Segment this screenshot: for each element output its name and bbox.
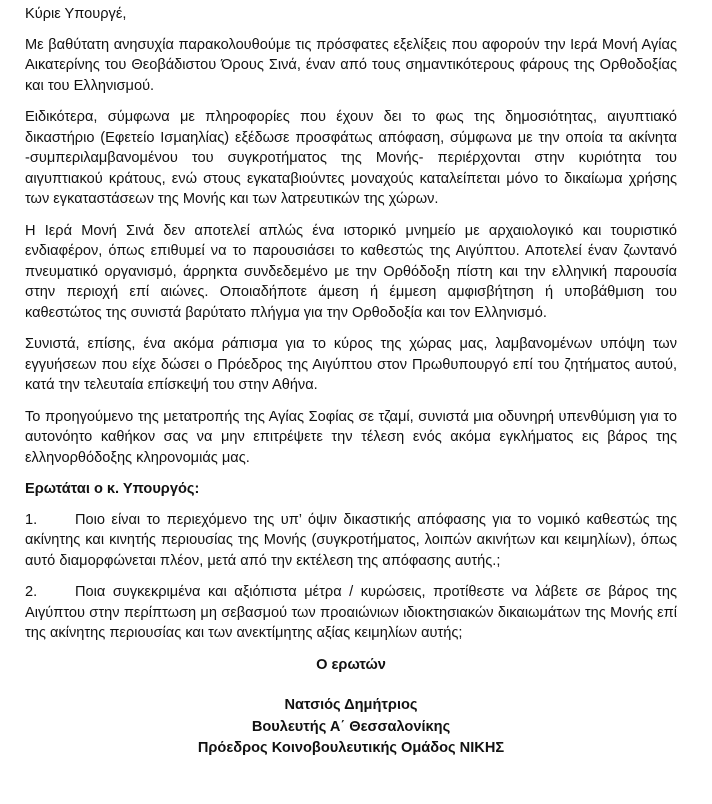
- signature-role: Βουλευτής Α΄ Θεσσαλονίκης: [251, 718, 451, 735]
- paragraph-2: Ειδικότερα, σύμφωνα με πληροφορίες που έχουν δει το φως της δημοσιότητας, αιγυπτιακό δικαστήριο (Εφετείο Ισμαηλίας) εξέδωσε προσφάτως απόφαση, σύμφωνα με την οποία τα ακίνητα -συμπεριλαμβανομένου του συγκροτήματος της Μονής- περιέρχονται στην κυριότητα του αιγυπτιακού κράτους, ενώ στους εγκαταβιούντες μοναχούς καταλείπεται μόνο το δικαίωμα χρήσης των εγκαταστάσεων της Μονής και των λατρευτικών της χώρων.: [25, 109, 677, 207]
- question-text-2: Ποια συγκεκριμένα και αξιόπιστα μέτρα / κυρώσεις, προτίθεστε να λάβετε σε βάρος της Αιγύπτου στην περίπτωση μη σεβασμού των προαιώνιων ιδιοκτησιακών δικαιωμάτων της Μονής επί της ακίνητης περιουσίας και των ανεκτίμητης αξίας κειμηλίων αυτής;: [25, 584, 677, 641]
- question-item-1: [25, 510, 677, 572]
- paragraph-5: Το προηγούμενο της μετατροπής της Αγίας Σοφίας σε τζαμί, συνιστά μια οδυνηρή υπενθύμιση για το αυτονόητο καθήκον σας να μην επιτρέψετε την τέλεση ενός ακόμα εγκλήματος εις βάρος της ελληνορθόδοξης κληρονομιάς μας.: [25, 408, 677, 466]
- question-item-2: [25, 582, 677, 644]
- from-heading: Ο ερωτών: [316, 656, 386, 673]
- greeting: Κύριε Υπουργέ,: [25, 6, 127, 22]
- paragraph-3: Η Ιερά Μονή Σινά δεν αποτελεί απλώς ένα ιστορικό μνημείο με αρχαιολογικό και τουριστικό ενδιαφέρον, όπως επιθυμεί να το παρουσιάσει το καθεστώς της Αιγύπτου. Αποτελεί έναν ζωντανό πνευματικό οργανισμό, άρρηκτα συνδεδεμένο με την Ορθόδοξη πίστη και την ελληνική παρουσία στην περιοχή επί αιώνες. Οποιαδήποτε άμεση ή έμμεση αμφισβήτηση ή υποβάθμιση του καθεστώτος της συνιστά βαρύτατο πλήγμα για την Ορθοδοξία και τον Ελληνισμό.: [25, 222, 677, 321]
- paragraph-1: Με βαθύτατη ανησυχία παρακολουθούμε τις πρόσφατες εξελίξεις που αφορούν την Ιερά Μονή Αγίας Αικατερίνης του Θεοβάδιστου Όρους Σινά, έναν από τους σημαντικότερους φάρους της Ορθοδοξίας και του Ελληνισμού.: [25, 36, 677, 94]
- question-number-2: 2.: [25, 584, 38, 600]
- questions-heading: Ερωτάται ο κ. Υπουργός:: [25, 481, 200, 497]
- question-number-1: 1.: [25, 511, 38, 528]
- paragraph-4: Συνιστά, επίσης, ένα ακόμα ράπισμα για το κύρος της χώρας μας, λαμβανομένων υπόψη των εγγυήσεων που είχε δώσει ο Πρόεδρος της Αιγύπτου στον Πρωθυπουργό επί του ζητήματος αυτού, κατά την τελευταία επίσκεψή του στην Αθήνα.: [25, 336, 677, 393]
- signature-block: [25, 695, 677, 760]
- signature-name: Νατσιός Δημήτριος: [284, 697, 418, 713]
- signature-party: Πρόεδρος Κοινοβουλευτικής Ομάδος ΝΙΚΗΣ: [197, 740, 505, 756]
- question-text-1: Ποιο είναι το περιεχόμενο της υπ’ όψιν δικαστικής απόφασης για το νομικό καθεστώς της ακίνητης και κινητής περιουσίας της Μονής (συγκροτήματος, λοιπών ακινήτων και κειμηλίων), όπως αυτό διαμορφώνεται πλέον, μετά από την εκτέλεση της απόφασης αυτής.;: [25, 511, 677, 569]
- letter-page: [25, 4, 677, 760]
